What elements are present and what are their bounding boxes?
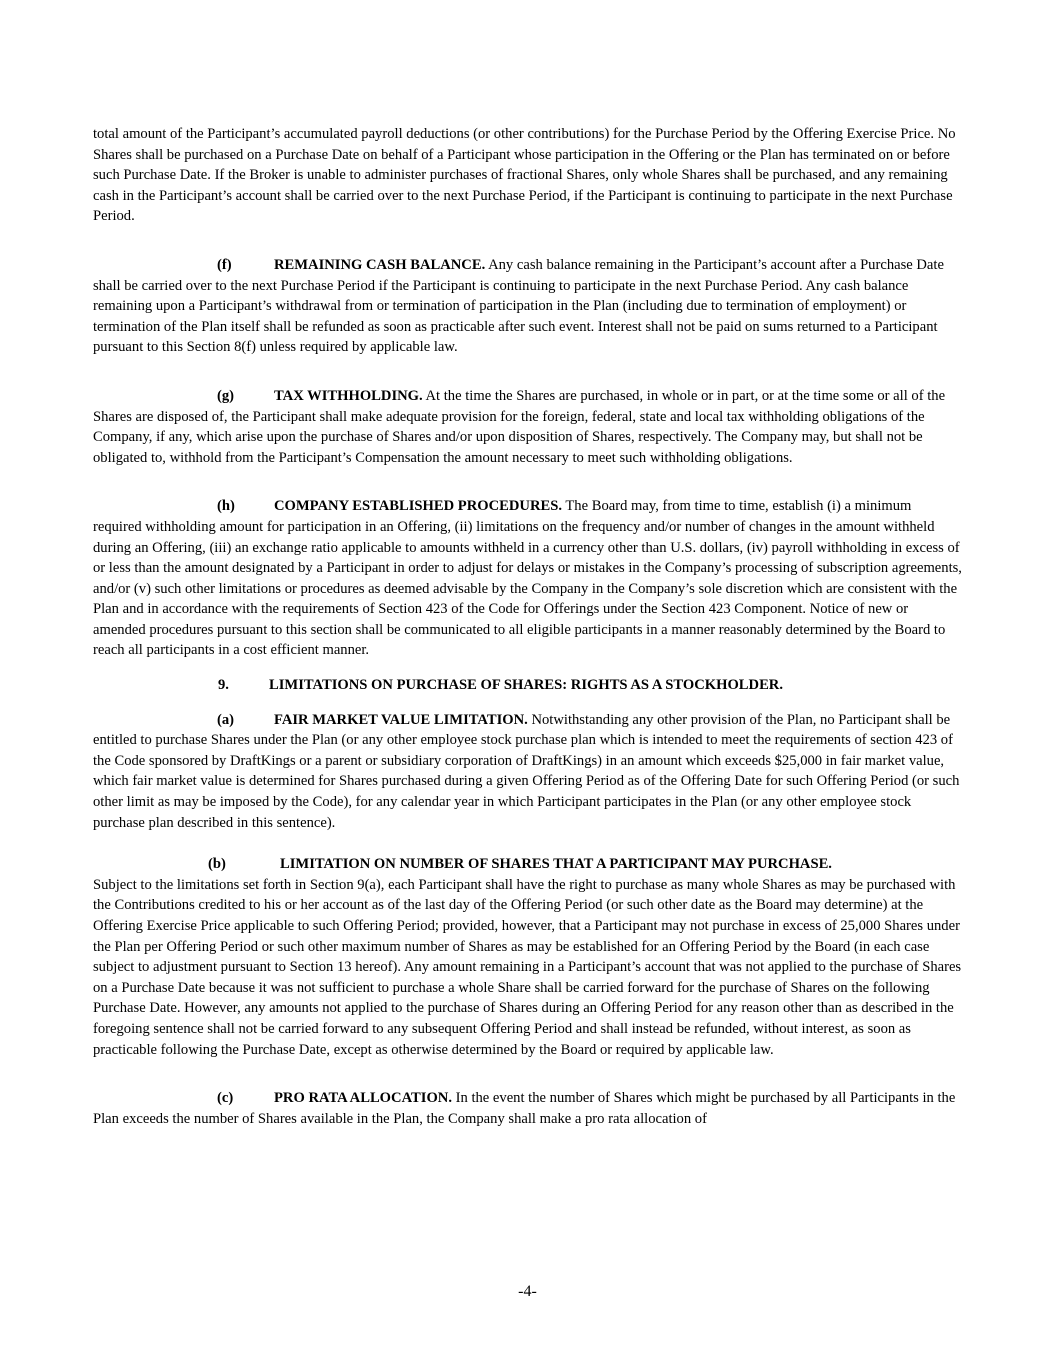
section-8g-body: At the time the Shares are purchased, in whole or in part, or at the time some or all of the Shares are disposed of, the Participant shall make adequate provision for the foreign, federal, state and local tax withholding obligations of the Company, if any, which arise upon the purchase of Shares and/or upon disposition of Shares, respectively. The Company may, but shall not be obligated to, withhold from the Participant’s Compensation the amount necessary to meet such withholding obligations.: [93, 387, 946, 466]
section-8g-paragraph: [93, 386, 963, 468]
continuation-paragraph: total amount of the Participant’s accumulated payroll deductions (or other contributions) for the Purchase Period by the Offering Exercise Price. No Shares shall be purchased on a Purchase Date on behalf of a Participant whose participation in the Offering or the Plan has terminated on or before such Purchase Date. If the Broker is unable to administer purchases of fractional Shares, only whole Shares shall be purchased, and any remaining cash in the Participant’s account shall be carried over to the next Purchase Period, if the Participant is continuing to participate in the next Purchase Period.: [93, 126, 956, 225]
section-9-number: 9.: [218, 677, 229, 694]
section-9-title: LIMITATIONS ON PURCHASE OF SHARES: RIGHTS AS A STOCKHOLDER.: [269, 677, 783, 694]
section-9c-body: In the event the number of Shares which might be purchased by all Participants in the Plan exceeds the number of Shares available in the Plan, the Company shall make a pro rata allocation of: [93, 1090, 956, 1127]
document-page: [93, 124, 963, 1129]
section-9c-heading: PRO RATA ALLOCATION.: [274, 1090, 452, 1107]
page-number: -4-: [518, 1283, 537, 1300]
section-9c-label: (c): [217, 1090, 234, 1107]
section-9a-label: (a): [217, 711, 235, 728]
section-9b-heading: LIMITATION ON NUMBER OF SHARES THAT A PARTICIPANT MAY PURCHASE.: [280, 856, 832, 873]
section-8h-paragraph: [93, 496, 963, 661]
section-8h-body: The Board may, from time to time, establish (i) a minimum required withholding amount for participation in an Offering, (ii) limitations on the frequency and/or number of changes in the amount withheld during an Offering, (iii) an exchange ratio applicable to amounts withheld in a currency other than U.S. dollars, (iv) payroll withholding in excess of or less than the amount designated by a Participant in order to adjust for delays or mistakes in the Company’s processing of subscription agreements, and/or (v) such other limitations or procedures as deemed advisable by the Company in the Company’s sole discretion which are consistent with the Plan and in accordance with the requirements of Section 423 of the Code for Offerings under the Section 423 Component. Notice of new or amended procedures pursuant to this section shall be communicated to all eligible participants in a manner reasonably determined by the Board to reach all participants in a cost efficient manner.: [93, 498, 962, 659]
section-8h-label: (h): [217, 498, 235, 515]
section-9b-label: (b): [208, 856, 226, 873]
section-8g-heading: TAX WITHHOLDING.: [274, 387, 423, 404]
section-8f-label: (f): [217, 256, 232, 273]
section-8f-paragraph: [93, 255, 963, 358]
section-9b-body: Subject to the limitations set forth in Section 9(a), each Participant shall have the right to purchase as many whole Shares as may be purchased with the Contributions credited to his or her account as of the last day of the Offering Period (or such other date as the Board may determine) at the Offering Exercise Price applicable to such Offering Period; provided, however, that a Participant may not purchase in excess of 25,000 Shares under the Plan per Offering Period or such other maximum number of Shares as may be established for an Offering Period by the Board (in each case subject to adjustment pursuant to Section 13 hereof). Any amount remaining in a Participant’s account that was not applied to the purchase of Shares on a Purchase Date because it was not sufficient to purchase a whole Share shall be carried forward for the purchase of Shares on the following Purchase Date. However, any amounts not applied to the purchase of Shares during an Offering Period for any reason other than as described in the foregoing sentence shall not be carried forward to any subsequent Offering Period and shall instead be refunded, without interest, as soon as practicable following the Purchase Date, except as otherwise determined by the Board or required by applicable law.: [93, 876, 962, 1058]
section-9b-paragraph: [93, 854, 963, 1060]
section-8f-body: Any cash balance remaining in the Participant’s account after a Purchase Date shall be carried over to the next Purchase Period if the Participant is continuing to participate in the next Purchase Period. Any cash balance remaining upon a Participant’s withdrawal from or termination of participation in the Plan (including due to termination of employment) or termination of the Plan itself shall be refunded as soon as practicable after such event. Interest shall not be paid on sums returned to a Participant pursuant to this Section 8(f) unless required by applicable law.: [93, 256, 944, 356]
section-8f-heading: REMAINING CASH BALANCE.: [274, 256, 486, 273]
section-8h-heading: COMPANY ESTABLISHED PROCEDURES.: [274, 498, 562, 515]
section-9a-heading: FAIR MARKET VALUE LIMITATION.: [274, 711, 528, 728]
section-8g-label: (g): [217, 387, 235, 404]
section-9c-paragraph: [93, 1088, 963, 1129]
section-9a-paragraph: [93, 710, 963, 834]
section-9-heading: [93, 675, 963, 696]
section-9a-body: Notwithstanding any other provision of the Plan, no Participant shall be entitled to purchase Shares under the Plan (or any other employee stock purchase plan which is intended to meet the requirements of section 423 of the Code sponsored by DraftKings or a parent or subsidiary corporation of DraftKings) in an amount which exceeds $25,000 in fair market value, which fair market value is determined for Shares purchased during a given Offering Period as of the Offering Date for such Offering Period (or such other limit as may be imposed by the Code), for any calendar year in which Participant participates in the Plan (or any other employee stock purchase plan described in this sentence).: [93, 711, 960, 831]
